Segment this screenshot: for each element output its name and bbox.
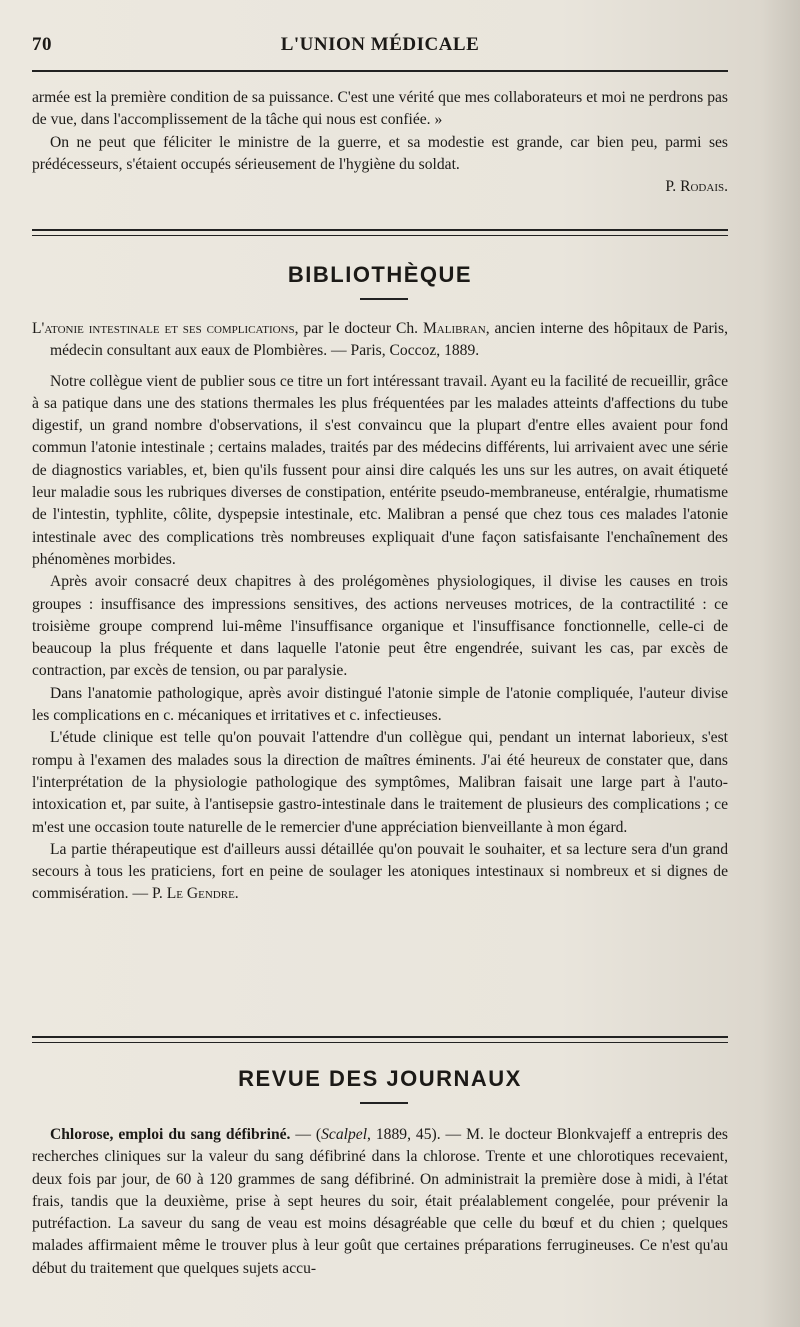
bibliotheque-section	[32, 318, 728, 906]
revue-title-rule	[360, 1102, 408, 1104]
article-title: Chlorose, emploi du sang défibriné.	[50, 1126, 291, 1143]
book-details: ancien interne des hôpitaux de Paris, médecin consultant aux eaux de Plombières. — Paris, Coccoz, 1889.	[50, 320, 728, 360]
review-paragraph-1: Notre collègue vient de publier sous ce titre un fort intéressant travail. Ayant eu la facilité de recueillir, grâce à sa patique dans une des stations thermales les plus fréquentées par les malades atteints d'affections du tube digestif, un grand nombre d'observations, il s'est convaincu que la plupart d'entre elles avaient pour fond commun l'atonie intestinale ; certains malades, traités par des médecins différents, lui arrivaient avec une série de diagnostics variables, et, bien qu'ils fussent pour ainsi dire calqués les uns sur les autres, on avait étiqueté leur maladie sous les rubriques diverses de constipation, entérite pseudo-membraneuse, entéralgie, rhumatisme de l'intestin, typhlite, côlite, dyspepsie intestinale, etc. Malibran a pensé que chez tous ces malades l'atonie intestinale avec des complications très nombreuses expliquait d'une façon satisfaisante l'enchaînement des phénomènes morbides.	[32, 372, 728, 568]
revue-heading: REVUE DES JOURNAUX	[238, 1066, 522, 1091]
book-reference	[32, 318, 728, 363]
section-divider-2	[32, 1036, 728, 1043]
review-paragraph-2: Après avoir consacré deux chapitres à des prolégomènes physiologiques, il divise les causes en trois groupes : insuffisance des impressions sensitives, des actions nerveuses motrices, de la contractilité : ce troisième groupe comprend lui-même l'insuffisance organique et l'insuffisance fonctionnelle, celle-ci de beaucoup la plus fréquente et dans laquelle l'atonie peut être engendrée, suivant les cas, par excès de contraction, par excès de tension, ou par paralysie.	[32, 573, 728, 680]
review-paragraph-4: L'étude clinique est telle qu'on pouvait l'attendre d'un collègue qui, pendant un internat laborieux, s'est rompu à l'examen des malades sous la direction de maîtres éminents. J'ai été heureux de constater que, dans l'interprétation de la physiologie pathologique des symptômes, Malibran faisait une large part à l'auto-intoxication et, par suite, à l'antisepsie gastro-intestinale dans le traitement de plusieurs des complications ; ce m'est une occasion toute naturelle de le remercier d'une appréciation bienveillante à mon égard.	[32, 729, 728, 836]
revue-article: Chlorose, emploi du sang défibriné. — (Scalpel, 1889, 45). — M. le docteur Blonkvajeff a entrepris des recherches cliniques sur la valeur du sang défibriné dans la chlorose. Trente et une chlorotiques recevaient, deux fois par jour, de 60 à 120 grammes de sang défibriné. On administrait la première dose à midi, à l'état frais, tandis que la deuxième, prise à sept heures du soir, était préalablement congelée, pour prévenir la putréfaction. La saveur du sang de veau est moins désagréable que celle du bœuf et du chien ; quelques malades affirmaient même le trouver plus à leur goût que certaines préparations ferrugineuses. Ce n'est qu'au début du traitement que quelques sujets accu-	[32, 1126, 728, 1277]
page-number: 70	[32, 34, 52, 55]
book-title: L'atonie intestinale et ses complications,	[32, 320, 299, 337]
book-by: par le docteur Ch.	[303, 320, 419, 337]
section-divider-1	[32, 229, 728, 236]
running-title: L'UNION MÉDICALE	[280, 34, 480, 55]
book-author: Malibran,	[422, 320, 490, 337]
revue-section	[32, 1124, 728, 1280]
bibliotheque-heading: BIBLIOTHÈQUE	[287, 262, 473, 287]
review-paragraph-3: Dans l'anatomie pathologique, après avoir distingué l'atonie simple de l'atonie compliquée, l'auteur divise les complications en c. mécaniques et irritatives et c. infectieuses.	[32, 684, 728, 725]
review-signature: Le Gendre.	[166, 885, 239, 903]
intro-signature: P. Rodais.	[665, 178, 728, 196]
intro-paragraph-1: armée est la première condition de sa puissance. C'est une vérité que mes collaborateurs et moi ne perdrons pas de vue, dans l'accomplissement de la tâche qui nous est confiée. »	[32, 89, 728, 129]
review-paragraph-5: La partie thérapeutique est d'ailleurs aussi détaillée qu'on pouvait le souhaiter, et sa lecture sera d'un grand secours à tous les praticiens, fort en peine de soulager les atoniques intestinaux si nombreux et si dignes de commisération. — P. Le Gendre.	[32, 840, 728, 903]
page-header	[32, 34, 728, 64]
header-rule	[32, 70, 728, 72]
article-source: Scalpel	[321, 1126, 368, 1143]
intro-section	[32, 87, 728, 198]
intro-paragraph-2: On ne peut que féliciter le ministre de la guerre, et sa modestie est grande, car bien peu, parmi ses prédécesseurs, s'étaient occupés sérieusement de l'hygiène du soldat.	[32, 133, 728, 173]
article-text: M. le docteur Blonkvajeff a entrepris des recherches cliniques sur la valeur du sang défibriné dans la chlorose. Trente et une chlorotiques recevaient, deux fois par jour, de 60 à 120 grammes de sang défibriné. On administrait la première dose à midi, à l'état frais, tandis que la deuxième, prise à sept heures du soir, était préalablement congelée, pour prévenir la putréfaction. La saveur du sang de veau est moins désagréable que celle du bœuf et du chien ; quelques malades affirmaient même le trouver plus à leur goût que certaines préparations ferrugineuses. Ce n'est qu'au début du traitement que quelques sujets accu-	[32, 1126, 728, 1277]
bibliotheque-title-rule	[360, 298, 408, 300]
